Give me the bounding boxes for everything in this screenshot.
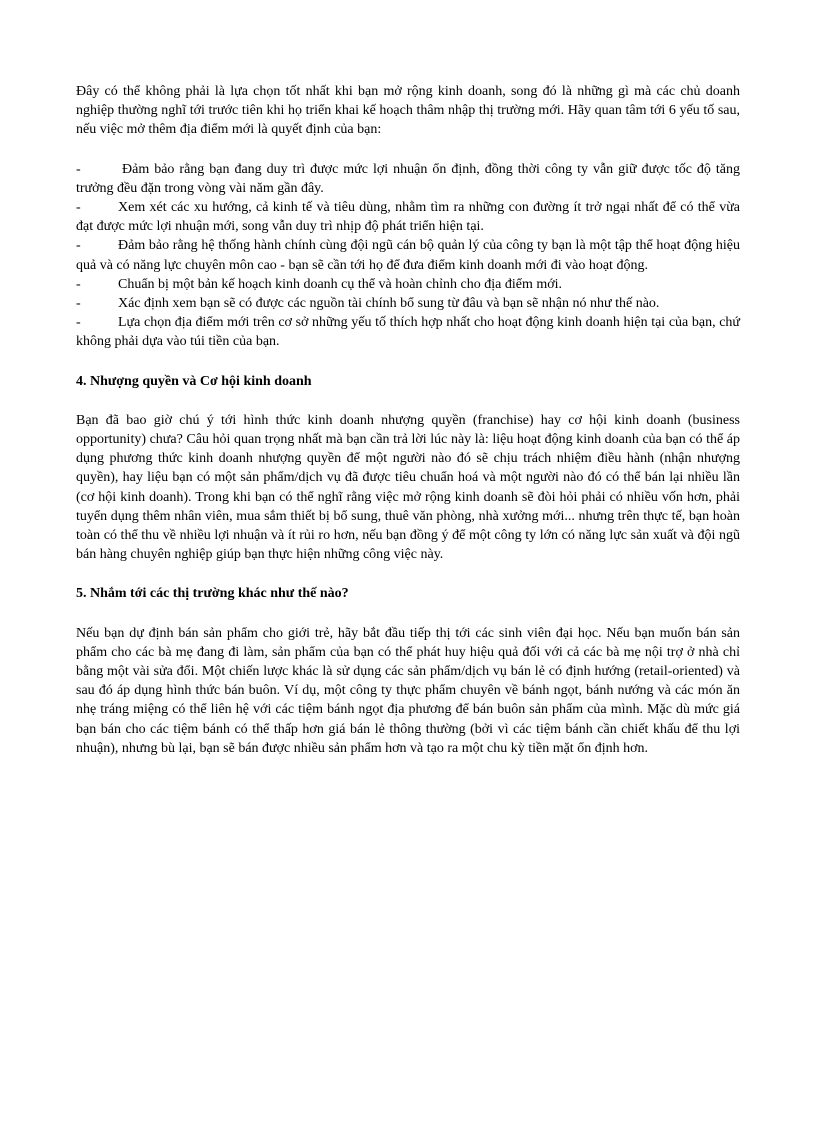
list-dash: - [76,200,81,216]
section-4-body: Bạn đã bao giờ chú ý tới hình thức kinh doanh nhượng quyền (franchise) hay cơ hội kinh doanh (business opportunity) chưa? Câu hỏi quan trọng nhất mà bạn cần trả lời lúc này là: liệu hoạt động kinh doanh của bạn có thể áp dụng phương thức kinh doanh nhượng quyền để một người nào đó sẽ chịu trách nhiệm điều hành (nhận nhượng quyền), hay liệu bạn có một sản phẩm/dịch vụ đã được tiêu chuẩn hoá và một người nào đó có thể bán lại nhiều lần (cơ hội kinh doanh). Trong khi bạn có thể nghĩ rằng việc mở rộng kinh doanh sẽ đòi hỏi phải có nhiều vốn hơn, phải tuyển dụng thêm nhân viên, mua sắm thiết bị bổ sung, thuê văn phòng, nhà xưởng mới... nhưng trên thực tế, bạn hoàn toàn có thể thu về nhiều lợi nhuận và ít rủi ro hơn, nếu bạn đồng ý để một công ty lớn có năng lực sản xuất và đội ngũ bán hàng chuyên nghiệp giúp bạn thực hiện những công việc này. [76,412,740,563]
list-dash: - [76,315,81,331]
list-item-text: Đảm bảo rằng hệ thống hành chính cùng đội ngũ cán bộ quản lý của công ty bạn là một tập thể hoạt động hiệu quả và có năng lực chuyên môn cao - bạn sẽ cần tới họ để đưa điểm kinh doanh mới đi vào hoạt động. [76,238,740,273]
document-content [76,82,740,778]
list-item [76,294,740,313]
list-item [76,275,740,294]
list-dash: - [76,161,81,177]
section-4-heading: 4. Nhượng quyền và Cơ hội kinh doanh [76,373,312,389]
list-item-text: Lựa chọn địa điểm mới trên cơ sở những yếu tố thích hợp nhất cho hoạt động kinh doanh hiện tại của bạn, chứ không phải dựa vào túi tiền của bạn. [76,315,740,350]
list-item [76,313,740,351]
factor-list [76,160,740,352]
list-item-text: Xem xét các xu hướng, cả kinh tế và tiêu dùng, nhằm tìm ra những con đường ít trở ngại nhất để có thể vừa đạt được mức lợi nhuận mới, song vẫn duy trì nhịp độ phát triển hiện tại. [76,200,740,235]
section-5-body: Nếu bạn dự định bán sản phẩm cho giới trẻ, hãy bắt đầu tiếp thị tới các sinh viên đại học. Nếu bạn muốn bán sản phẩm cho các bà mẹ đang đi làm, sản phẩm của bạn có thể phát huy hiệu quả đối với cả các bà mẹ nội trợ ở nhà chỉ bằng một vài sửa đổi. Một chiến lược khác là sử dụng các sản phẩm/dịch vụ bán lẻ có định hướng (retail-oriented) và sau đó áp dụng hình thức bán buôn. Ví dụ, một công ty thực phẩm chuyên về bánh ngọt, bánh nướng và các món ăn nhẹ tráng miệng có thể liên hệ với các tiệm bánh ngọt địa phương để bán buôn sản phẩm của mình. Mặc dù mức giá bạn bán cho các tiệm bánh có thể thấp hơn giá bán lẻ thông thường (bởi vì các tiệm bánh cần chiết khấu để thu lợi nhuận), nhưng bù lại, bạn sẽ bán được nhiều sản phẩm hơn và tạo ra một chu kỳ tiền mặt ổn định hơn. [76,625,740,756]
list-dash: - [76,296,81,312]
section-5-heading: 5. Nhắm tới các thị trường khác như thế nào? [76,586,349,602]
list-item [76,236,740,274]
intro-paragraph: Đây có thể không phải là lựa chọn tốt nhất khi bạn mở rộng kinh doanh, song đó là những gì mà các chủ doanh nghiệp thường nghĩ tới trước tiên khi họ triển khai kế hoạch thâm nhập thị trường mới. Hãy quan tâm tới 6 yếu tố sau, nếu việc mở thêm địa điểm mới là quyết định của bạn: [76,84,740,138]
list-item [76,160,740,198]
list-dash: - [76,276,81,292]
list-dash: - [76,238,81,254]
list-item-text: Chuẩn bị một bản kế hoạch kinh doanh cụ thể và hoàn chỉnh cho địa điểm mới. [118,276,563,292]
list-item [76,198,740,236]
list-item-text: Đảm bảo rằng bạn đang duy trì được mức lợi nhuận ổn định, đồng thời công ty vẫn giữ được tốc độ tăng trưởng đều đặn trong vòng vài năm gần đây. [76,161,740,196]
list-item-text: Xác định xem bạn sẽ có được các nguồn tài chính bổ sung từ đâu và bạn sẽ nhận nó như thế nào. [118,296,660,312]
